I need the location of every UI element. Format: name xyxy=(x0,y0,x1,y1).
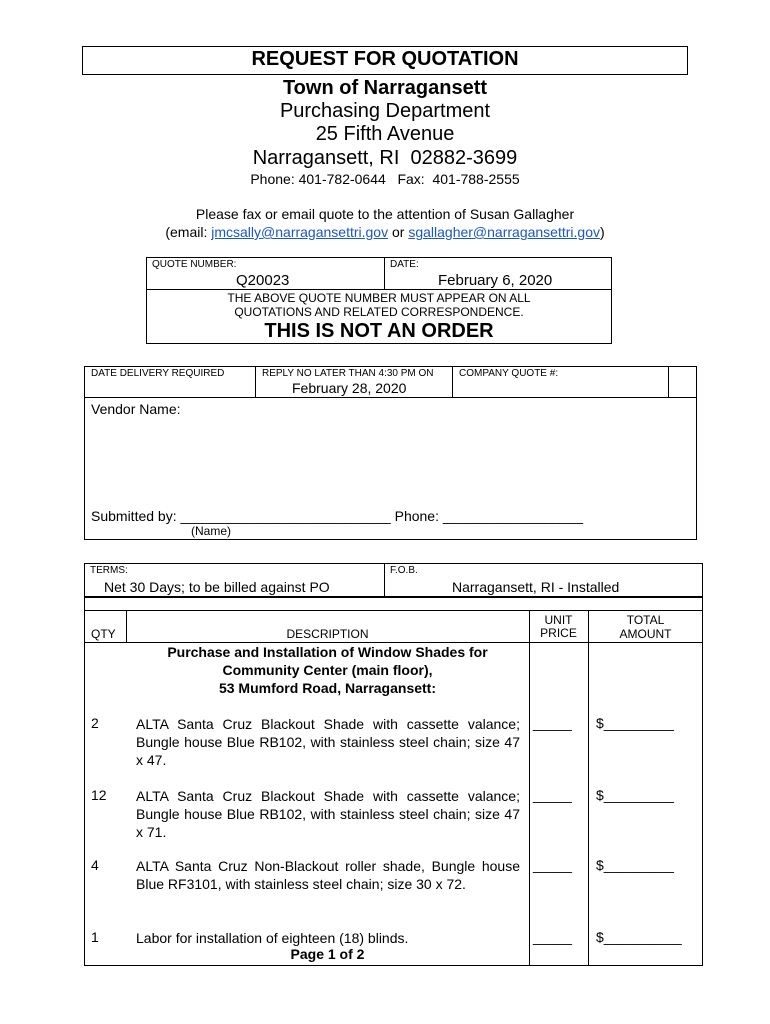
document-title: REQUEST FOR QUOTATION xyxy=(251,48,519,70)
phone-fax: Phone: 401-782-0644 Fax: 401-788-2555 xyxy=(250,171,520,187)
total-header-2: AMOUNT xyxy=(619,627,672,641)
row-3-description: ALTA Santa Cruz Non-Blackout roller shade, Bungle house Blue RF3101, with stainless steel chain; size 30 x 72. xyxy=(136,858,520,892)
total-header-1: TOTAL xyxy=(626,613,665,627)
instruction-line: Please fax or email quote to the attention of Susan Gallagher xyxy=(195,206,575,222)
project-title-line-3: 53 Mumford Road, Narragansett: xyxy=(218,680,437,696)
date-label: DATE: xyxy=(390,259,419,270)
email-link-1[interactable]: jmcsally@narragansettri.gov xyxy=(211,224,389,240)
project-title-line-1: Purchase and Installation of Window Shades for xyxy=(167,644,488,660)
address-line-1: 25 Fifth Avenue xyxy=(315,123,455,145)
reply-deadline-label: REPLY NO LATER THAN 4:30 PM ON xyxy=(262,368,434,379)
row-3-total: $_________ xyxy=(596,857,674,873)
quote-number: Q20023 xyxy=(236,272,290,289)
unit-price-header-1: UNIT xyxy=(544,613,573,627)
terms-label: TERMS: xyxy=(90,565,128,576)
row-4-unit-price: _____ xyxy=(533,929,572,945)
address-line-2: Narragansett, RI 02882-3699 xyxy=(252,147,518,169)
unit-price-header-2: PRICE xyxy=(540,626,577,640)
not-an-order-banner: THIS IS NOT AN ORDER xyxy=(264,320,494,342)
email-suffix: ) xyxy=(599,224,605,240)
vendor-name-label: Vendor Name: xyxy=(91,401,181,417)
row-4-total: $__________ xyxy=(596,929,682,945)
page-number: Page 1 of 2 xyxy=(290,946,365,962)
row-2-unit-price: _____ xyxy=(533,787,572,803)
terms-value: Net 30 Days; to be billed against PO xyxy=(104,579,330,595)
fob-label: F.O.B. xyxy=(390,565,418,576)
town-name: Town of Narragansett xyxy=(282,77,488,99)
row-2-qty: 12 xyxy=(91,787,107,803)
email-prefix: (email: xyxy=(165,224,212,240)
email-link-2[interactable]: sgallagher@narragansettri.gov xyxy=(408,224,600,240)
description-header: DESCRIPTION xyxy=(286,627,369,641)
row-4-qty: 1 xyxy=(91,929,99,945)
name-caption: (Name) xyxy=(191,524,232,538)
quote-notice-line-2: QUOTATIONS AND RELATED CORRESPONDENCE. xyxy=(234,305,524,319)
row-2-description: ALTA Santa Cruz Blackout Shade with cassette valance; Bungle house Blue RB102, with stainless steel chain; size 47 x 71. xyxy=(136,788,520,840)
company-quote-label: COMPANY QUOTE #: xyxy=(459,368,559,379)
row-4-description: Labor for installation of eighteen (18) blinds. xyxy=(136,930,409,946)
row-1-unit-price: _____ xyxy=(533,715,572,731)
email-line xyxy=(0,224,770,240)
row-1-description: ALTA Santa Cruz Blackout Shade with cassette valance; Bungle house Blue RB102, with stainless steel chain; size 47 x 47. xyxy=(136,716,520,768)
submitted-by-line: Submitted by: ___________________________ Phone: __________________ xyxy=(91,508,584,524)
email-or: or xyxy=(388,224,409,240)
qty-header: QTY xyxy=(91,627,116,641)
reply-deadline-date: February 28, 2020 xyxy=(292,380,407,396)
row-3-unit-price: _____ xyxy=(533,857,572,873)
row-1-total: $_________ xyxy=(596,715,674,731)
quote-date: February 6, 2020 xyxy=(438,272,553,289)
project-title-line-2: Community Center (main floor), xyxy=(222,662,433,678)
row-1-qty: 2 xyxy=(91,715,99,731)
delivery-date-label: DATE DELIVERY REQUIRED xyxy=(91,368,225,379)
row-2-total: $_________ xyxy=(596,787,674,803)
quote-notice-line-1: THE ABOVE QUOTE NUMBER MUST APPEAR ON ALL xyxy=(227,291,531,305)
row-3-qty: 4 xyxy=(91,857,99,873)
department-name: Purchasing Department xyxy=(279,100,491,122)
quote-number-label: QUOTE NUMBER: xyxy=(152,259,237,270)
fob-value: Narragansett, RI - Installed xyxy=(452,579,620,595)
